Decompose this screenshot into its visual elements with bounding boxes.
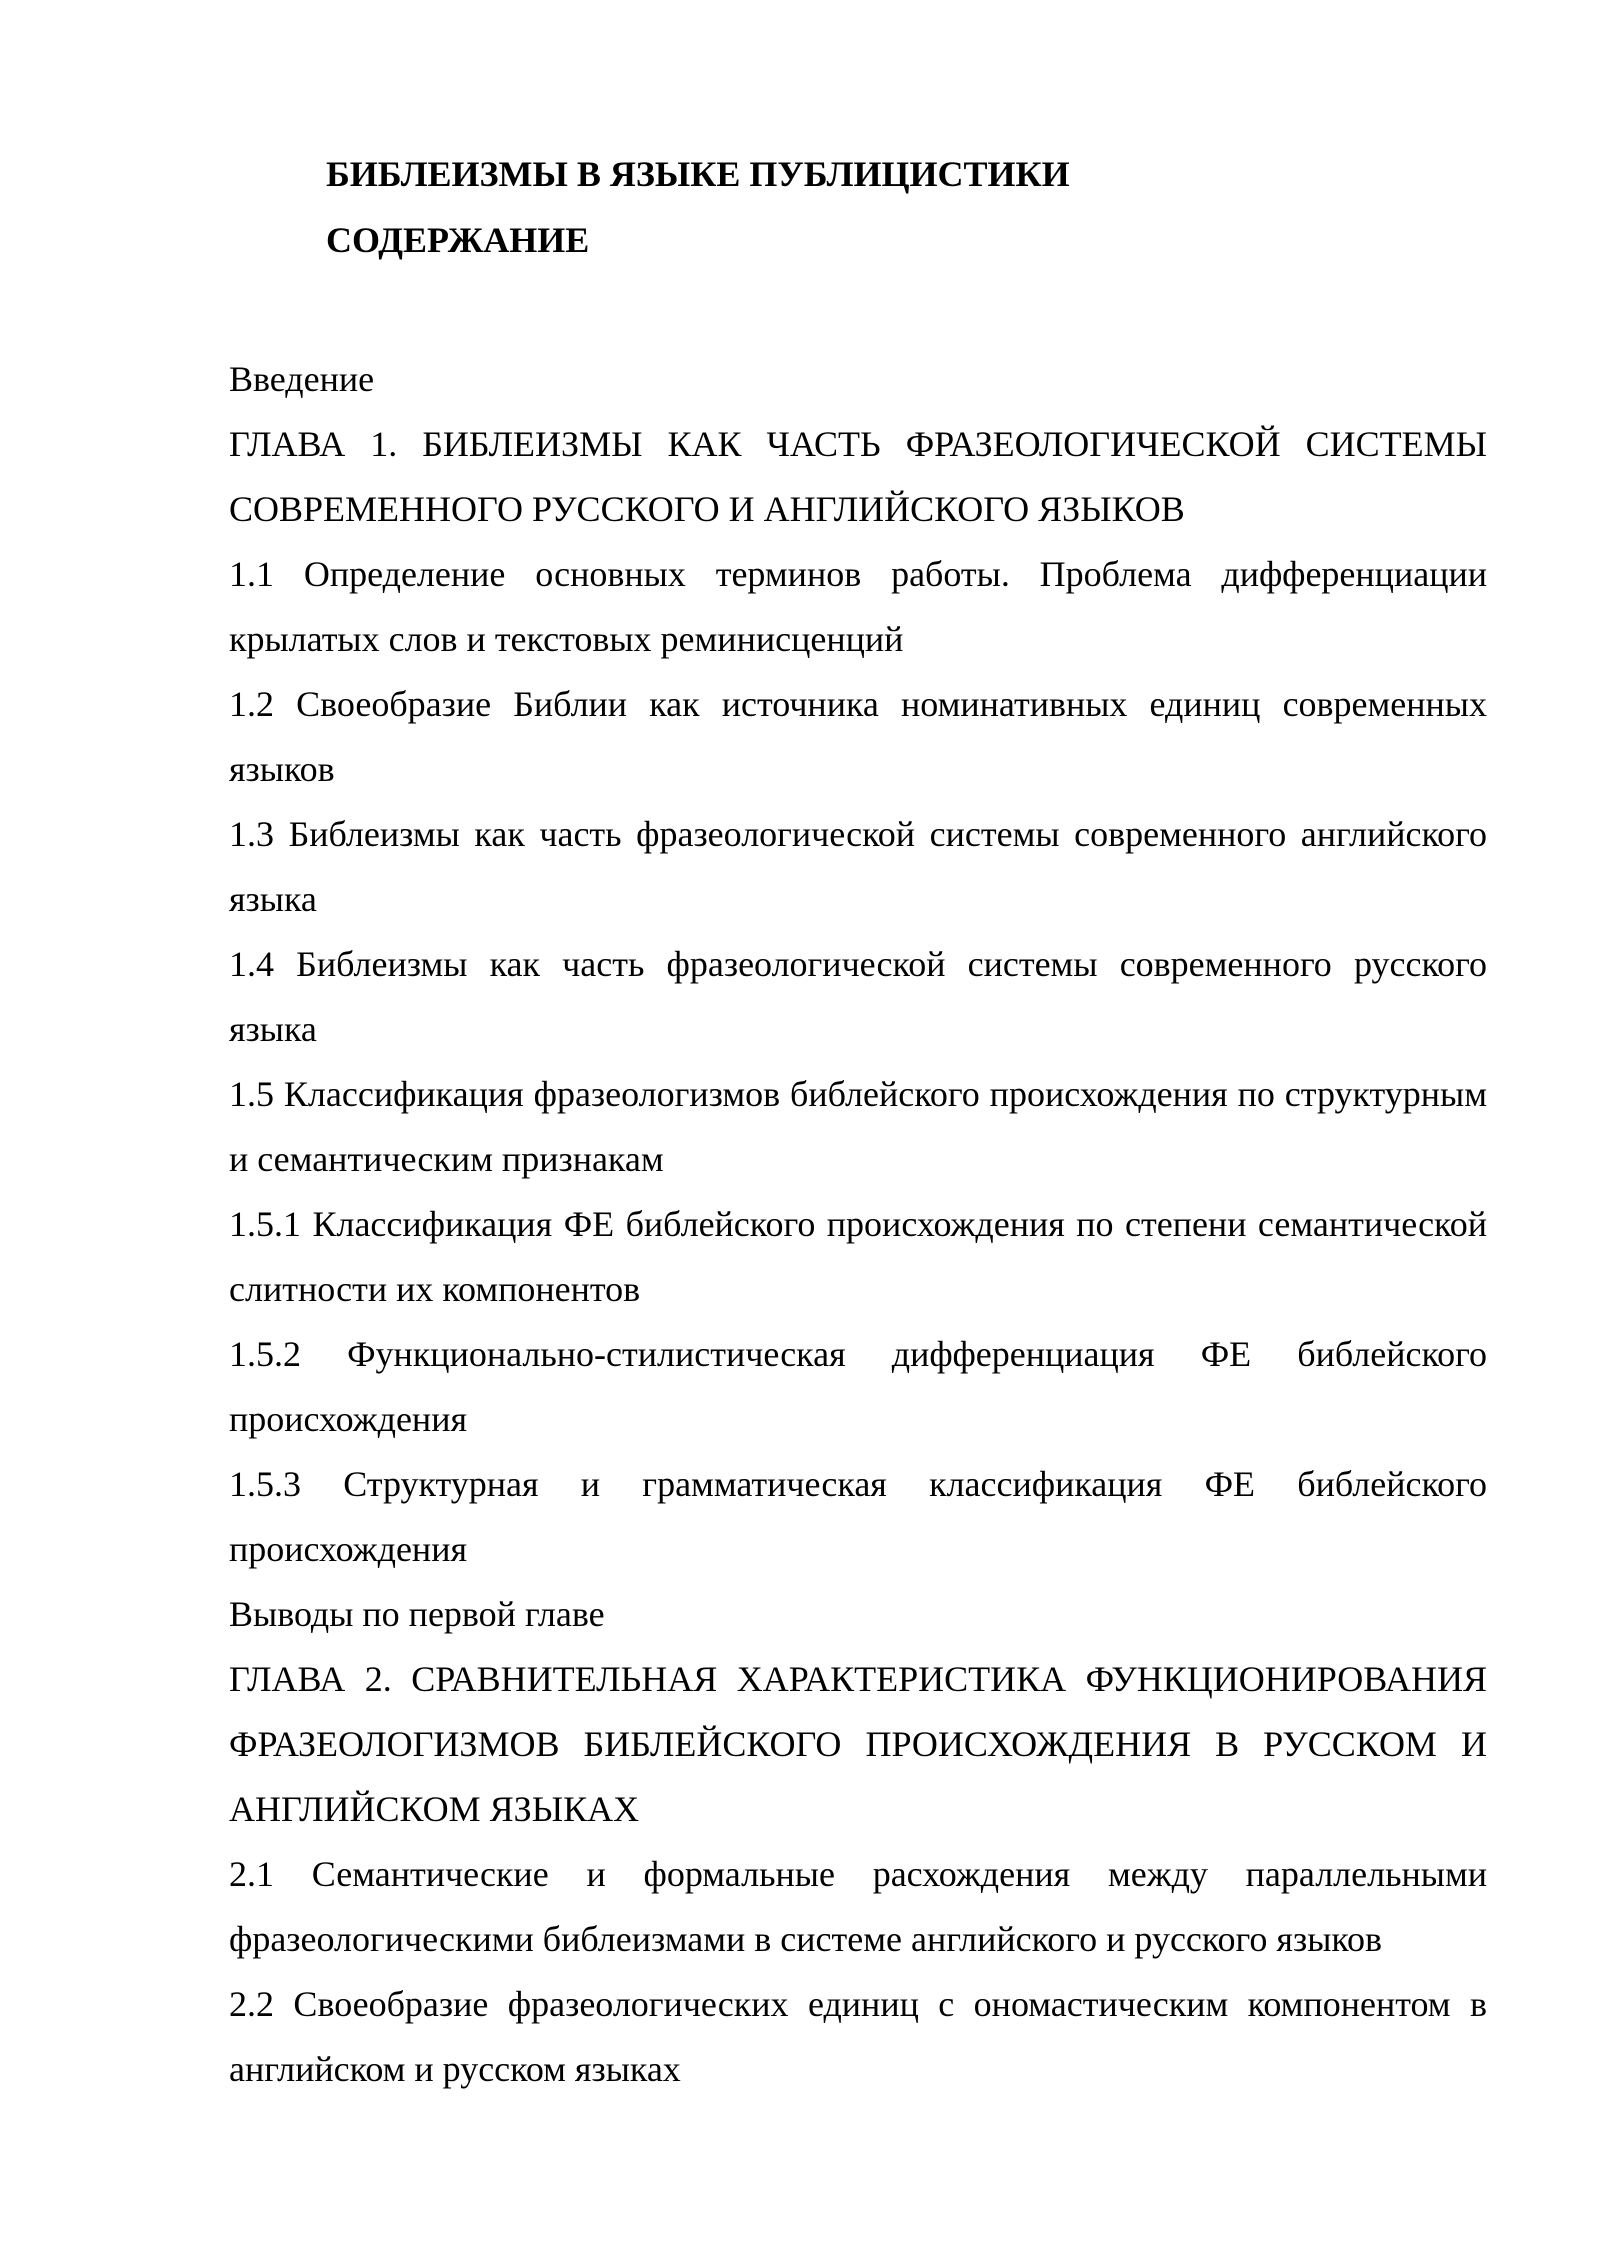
toc-item-section-2-2: 2.2 Своеобразие фразеологических единиц с ономастическим компонентом в английском и русском языках [229, 1984, 1487, 2089]
document-title: БИБЛЕИЗМЫ В ЯЗЫКЕ ПУБЛИЦИСТИКИ [326, 154, 1070, 194]
table-of-contents [229, 347, 1487, 2102]
contents-heading: СОДЕРЖАНИЕ [326, 220, 590, 260]
toc-item-section-1-5: 1.5 Классификация фразеологизмов библейского происхождения по структурным и семантическим признакам [229, 1074, 1487, 1179]
toc-item-section-1-1: 1.1 Определение основных терминов работы. Проблема дифференциации крылатых слов и текстовых реминисценций [229, 554, 1487, 659]
toc-item-chapter-1-conclusions: Выводы по первой главе [229, 1594, 605, 1634]
toc-item-chapter-2: ГЛАВА 2. СРАВНИТЕЛЬНАЯ ХАРАКТЕРИСТИКА ФУНКЦИОНИРОВАНИЯ ФРАЗЕОЛОГИЗМОВ БИБЛЕЙСКОГО ПРОИСХОЖДЕНИЯ В РУССКОМ И АНГЛИЙСКОМ ЯЗЫКАХ [229, 1659, 1487, 1829]
toc-item-section-1-5-3: 1.5.3 Структурная и грамматическая классификация ФЕ библейского происхождения [229, 1464, 1487, 1569]
toc-item-section-1-4: 1.4 Библеизмы как часть фразеологической системы современного русского языка [229, 944, 1487, 1049]
toc-item-section-2-1: 2.1 Семантические и формальные расхождения между параллельными фразеологическими библеизмами в системе английского и русского языков [229, 1854, 1487, 1959]
toc-item-introduction: Введение [229, 359, 375, 399]
toc-item-section-1-2: 1.2 Своеобразие Библии как источника номинативных единиц современных языков [229, 684, 1487, 789]
toc-item-chapter-1: ГЛАВА 1. БИБЛЕИЗМЫ КАК ЧАСТЬ ФРАЗЕОЛОГИЧЕСКОЙ СИСТЕМЫ СОВРЕМЕННОГО РУССКОГО И АНГЛИЙСКОГО ЯЗЫКОВ [229, 424, 1487, 529]
toc-item-section-1-5-1: 1.5.1 Классификация ФЕ библейского происхождения по степени семантической слитности их компонентов [229, 1204, 1487, 1309]
toc-item-section-1-5-2: 1.5.2 Функционально-стилистическая дифференциация ФЕ библейского происхождения [229, 1334, 1487, 1439]
toc-item-section-1-3: 1.3 Библеизмы как часть фразеологической системы современного английского языка [229, 814, 1487, 919]
